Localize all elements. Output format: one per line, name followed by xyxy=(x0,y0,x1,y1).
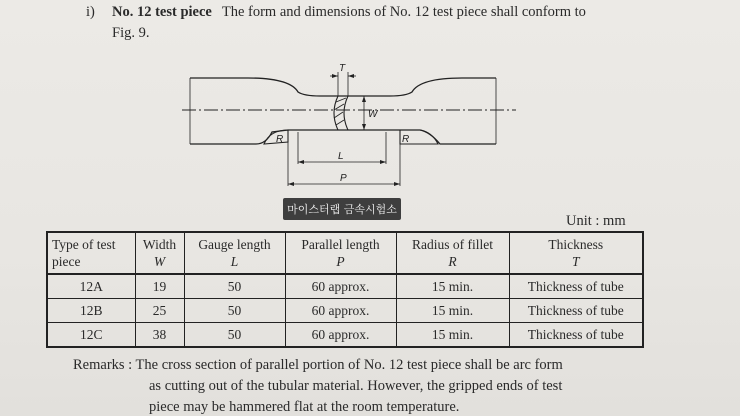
header-thickness: Thickness T xyxy=(509,232,643,274)
cell-type: 12C xyxy=(47,323,135,348)
cell-gauge-length: 50 xyxy=(184,274,285,299)
cell-thickness: Thickness of tube xyxy=(509,274,643,299)
cell-radius-of-fillet: 15 min. xyxy=(396,323,509,348)
cell-parallel-length: 60 approx. xyxy=(285,274,396,299)
watermark-label: 마이스터랩 금속시험소 xyxy=(283,198,401,220)
clause-text-line1: The form and dimensions of No. 12 test piece shall conform to xyxy=(221,4,586,20)
cell-thickness: Thickness of tube xyxy=(509,323,643,348)
clause-text-line2: Fig. 9. xyxy=(112,25,150,41)
label-W: W xyxy=(368,109,378,120)
header-type: Type of test piece xyxy=(47,232,135,274)
label-T: T xyxy=(339,63,346,74)
cell-gauge-length: 50 xyxy=(184,299,285,323)
unit-label: Unit : mm xyxy=(566,213,626,229)
cell-width: 25 xyxy=(135,299,184,323)
cell-parallel-length: 60 approx. xyxy=(285,323,396,348)
clause-heading: No. 12 test piece xyxy=(112,4,212,20)
table-row xyxy=(47,299,643,323)
remarks-line3: piece may be hammered flat at the room temperature. xyxy=(149,399,460,415)
cell-parallel-length: 60 approx. xyxy=(285,299,396,323)
fig9-test-piece-drawing xyxy=(180,62,520,192)
table-row xyxy=(47,274,643,299)
cell-type: 12A xyxy=(47,274,135,299)
label-L: L xyxy=(338,151,344,162)
clause-heading-line xyxy=(86,4,586,21)
remarks-line1: Remarks : The cross section of parallel portion of No. 12 test piece shall be arc form xyxy=(73,357,563,373)
header-width: Width W xyxy=(135,232,184,274)
table-header-row xyxy=(47,232,643,274)
cell-radius-of-fillet: 15 min. xyxy=(396,274,509,299)
label-R-left: R xyxy=(276,134,284,145)
remarks-line2: as cutting out of the tubular material. However, the gripped ends of test xyxy=(149,378,563,394)
table-row xyxy=(47,323,643,348)
cell-gauge-length: 50 xyxy=(184,323,285,348)
cell-thickness: Thickness of tube xyxy=(509,299,643,323)
label-P: P xyxy=(340,173,347,184)
header-parallel-length: Parallel length P xyxy=(285,232,396,274)
clause-number: i) xyxy=(86,4,95,20)
cell-type: 12B xyxy=(47,299,135,323)
header-radius-of-fillet: Radius of fillet R xyxy=(396,232,509,274)
dimensions-table xyxy=(46,231,644,348)
label-R-right: R xyxy=(402,134,410,145)
header-gauge-length: Gauge length L xyxy=(184,232,285,274)
cell-radius-of-fillet: 15 min. xyxy=(396,299,509,323)
cell-width: 19 xyxy=(135,274,184,299)
cell-width: 38 xyxy=(135,323,184,348)
